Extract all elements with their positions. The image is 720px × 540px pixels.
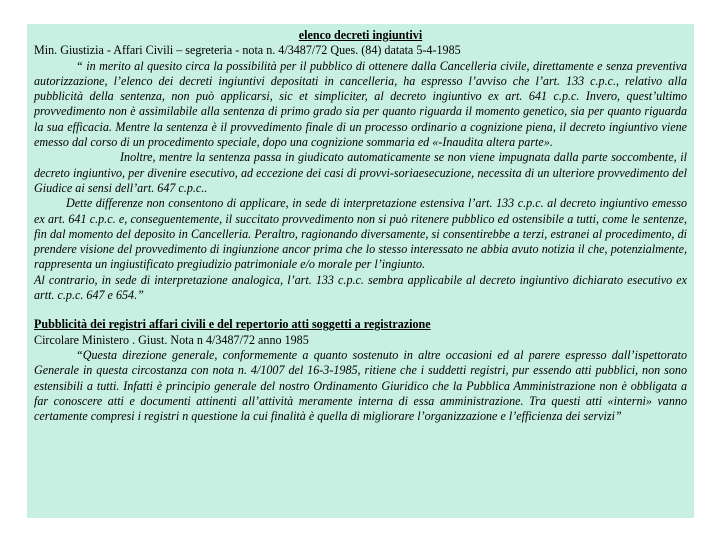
section2-reference: Circolare Ministero . Giust. Nota n 4/3487/72 anno 1985: [34, 332, 309, 347]
section1-paragraph-2: Inoltre, mentre la sentenza passa in giudicato automaticamente se non viene impugnata dalla parte soccombente, il decreto ingiuntivo, per divenire esecutivo, ad eccezione dei casi di provvi-soriaesecuzione, necessita di un ulteriore provvedimento del Giudice ai sensi dell’art. 647 c.p.c..: [34, 150, 687, 195]
section1-reference: Min. Giustizia - Affari Civili – segreteria - nota n. 4/3487/72 Ques. (84) datata 5-4-1985: [34, 43, 461, 58]
section1-paragraph-1: “ in merito al quesito circa la possibilità per il pubblico di ottenere dalla Cancelleria civile, direttamente e senza preventiva autorizzazione, l’elenco dei decreti ingiuntivi depositati in cancelleria, ha espresso l’avviso che l’art. 133 c.p.c., relativo alla pubblicità della sentenza, non può applicarsi, sic et simpliciter, al decreto ingiuntivo ex art. 641 c.p.c. Invero, quest’ultimo provvedimento non è assimilabile alla sentenza di primo grado sia per quanto riguarda il momento genetico, sia per quanto riguarda la sua efficacia. Mentre la sentenza è il provvedimento finale di un processo ordinario a cognizione piena, il decreto ingiuntivo viene emesso dal corso di un procedimento speciale, dopo una cognizione sommaria ed «-Inaudita altera parte».: [34, 58, 687, 150]
section1-title: elenco decreti ingiuntivi: [298, 28, 423, 42]
document-slide: [27, 24, 694, 518]
section1-paragraph-4: Al contrario, in sede di interpretazione analogica, l’art. 133 c.p.c. sembra applicabile al decreto ingiuntivo dichiarato esecutivo ex artt. c.p.c. 647 e 654.”: [34, 272, 687, 303]
section2-title: Pubblicità dei registri affari civili e del repertorio atti soggetti a registrazione: [34, 317, 431, 332]
section1-paragraph-3: Dette differenze non consentono di applicare, in sede di interpretazione estensiva l’art. 133 c.p.c. al decreto ingiuntivo emesso ex art. 641 c.p.c. e, conseguentemente, il succitato provvedimento non si può ritenere pubblico ed ostensibile a tutti, come le sentenze, fin dal momento del deposito in Cancelleria. Peraltro, ragionando diversamente, si consentirebbe a terzi, estranei al procedimento, di prendere visione del provvedimento di ingiunzione ancor prima che lo stesso interessato ne abbia avuto notizia il che, potenzialmente, rappresenta un ingiustificato pregiudizio patrimoniale e/o morale per l’ingiunto.: [34, 196, 687, 272]
section2-paragraph-1: “Questa direzione generale, conformemente a quanto sostenuto in altre occasioni ed al parere espresso dall’ispettorato Generale in questa circostanza con nota n. 4/1007 del 16-3-1985, ritiene che i suddetti registri, pur essendo atti pubblici, non sono estensibili a tutti. Infatti è principio generale del nostro Ordinamento Giuridico che la Pubblica Amministrazione non è obbligata a far conoscere atti e documenti attinenti all’attività meramente interna di essa amministrazione. Tra questi atti «interni» vanno certamente compresi i registri n questione la cui finalità è quella di migliorare l’organizzazione e l’efficienza dei servizi”: [34, 347, 687, 424]
